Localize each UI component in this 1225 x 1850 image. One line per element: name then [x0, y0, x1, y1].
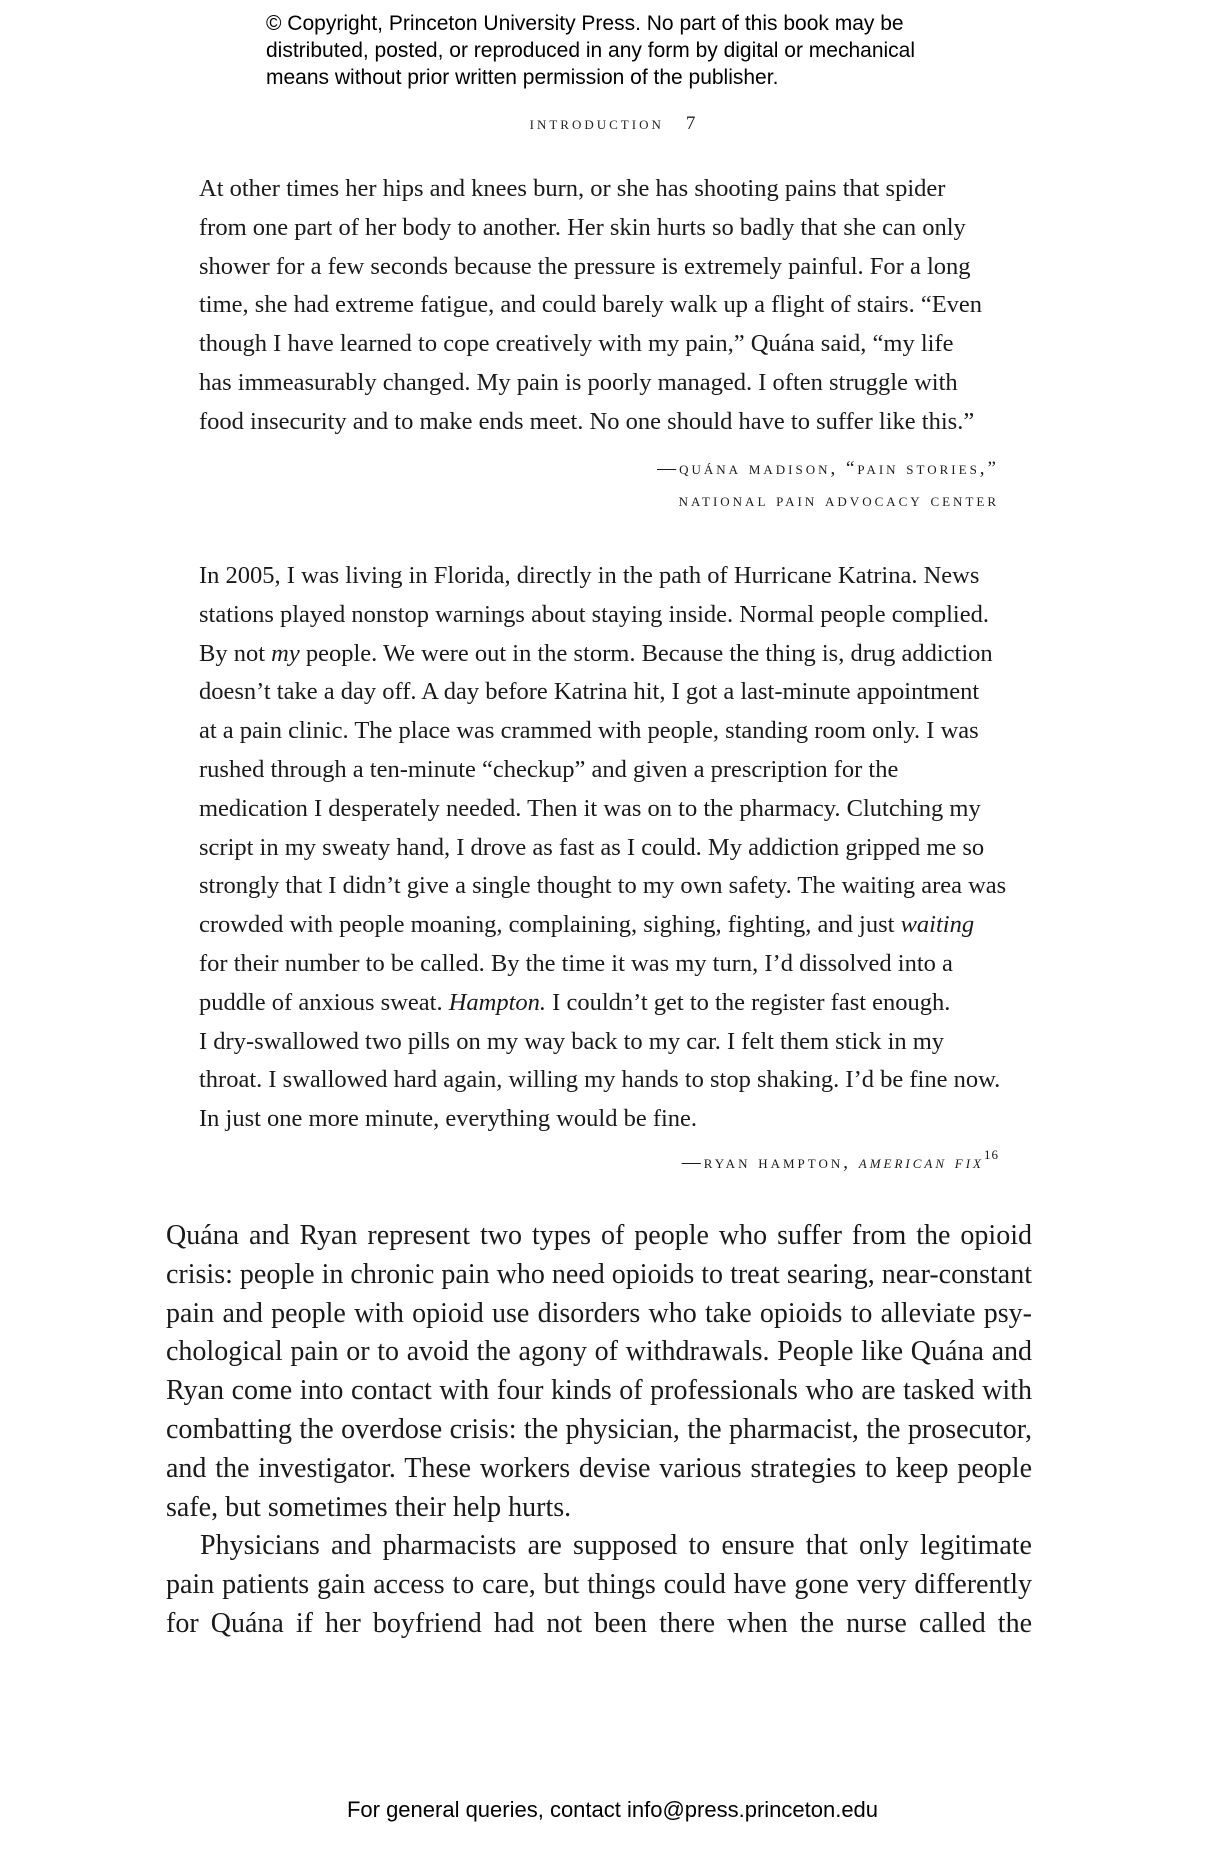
running-head	[0, 113, 1225, 135]
extract-line: stations played nonstop warnings about staying inside. Normal people complied.	[199, 600, 989, 628]
extract-line: though I have learned to cope creatively with my pain,” Quána said, “my life	[199, 330, 954, 358]
extract-line: from one part of her body to another. Her skin hurts so badly that she can only	[199, 213, 966, 241]
attribution-book-title: american fix	[858, 1152, 984, 1173]
body-line: safe, but sometimes their help hurts.	[166, 1491, 572, 1523]
body-line: Quána and Ryan represent two types of people who suffer from the opioid	[166, 1220, 1032, 1251]
extract-line: shower for a few seconds because the pressure is extremely painful. For a long	[199, 252, 971, 280]
extract-line: rushed through a ten-minute “checkup” and given a prescription for the	[199, 755, 899, 783]
extract-line: at a pain clinic. The place was crammed with people, standing room only. I was	[199, 717, 979, 745]
copyright-line: means without prior written permission of the publisher.	[266, 66, 779, 89]
body-line: combatting the overdose crisis: the physician, the pharmacist, the prosecutor,	[166, 1413, 1032, 1445]
extract-line: time, she had extreme fatigue, and could barely walk up a flight of stairs. “Even	[199, 291, 983, 319]
extract-line: In 2005, I was living in Florida, directly in the path of Hurricane Katrina. News	[199, 562, 980, 589]
extract-line: By not my people. We were out in the storm. Because the thing is, drug addiction	[199, 639, 993, 667]
attribution-quana	[657, 453, 999, 517]
extract-ryan	[199, 557, 1009, 1139]
extract-line: In just one more minute, everything would be fine.	[199, 1105, 698, 1133]
footnote-marker: 16	[984, 1147, 999, 1162]
emphasis: Hampton.	[448, 988, 547, 1016]
attribution-line: —quána madison, “pain stories,”	[657, 458, 999, 479]
body-line: and the investigator. These workers devise various strategies to keep people	[166, 1452, 1032, 1484]
footer-contact: For general queries, contact info@press.princeton.edu	[346, 1797, 879, 1822]
body-line: chological pain or to avoid the agony of withdrawals. People like Quána and	[166, 1336, 1032, 1368]
extract-line: has immeasurably changed. My pain is poorly managed. I often struggle with	[199, 368, 958, 396]
extract-quana	[199, 170, 1009, 442]
body-line: pain and people with opioid use disorders who take opioids to alleviate psy-	[166, 1297, 1032, 1329]
body-line: pain patients gain access to care, but things could have gone very differently	[166, 1569, 1032, 1601]
page-number: 7	[685, 113, 696, 134]
body-text	[166, 1217, 1032, 1644]
extract-line: medication I desperately needed. Then it was on to the pharmacy. Clutching my	[199, 794, 981, 822]
emphasis: waiting	[900, 911, 975, 939]
body-line: Physicians and pharmacists are supposed to ensure that only legitimate	[200, 1530, 1032, 1562]
copyright-notice	[266, 10, 986, 91]
copyright-line: distributed, posted, or reproduced in any form by digital or mechanical	[266, 39, 916, 62]
body-line: Ryan come into contact with four kinds of professionals who are tasked with	[166, 1375, 1032, 1407]
running-head-section: introduction	[529, 113, 664, 134]
extract-line: throat. I swallowed hard again, willing my hands to stop shaking. I’d be fine now.	[199, 1066, 1001, 1094]
body-line: for Quána if her boyfriend had not been there when the nurse called the	[166, 1607, 1032, 1639]
body-line: crisis: people in chronic pain who need opioids to treat searing, near-constant	[166, 1258, 1032, 1290]
extract-line: I dry-swallowed two pills on my way back to my car. I felt them stick in my	[199, 1027, 945, 1055]
extract-paragraph	[199, 170, 1009, 442]
extract-line: strongly that I didn’t give a single thought to my own safety. The waiting area was	[199, 872, 1007, 900]
extract-line: crowded with people moaning, complaining, sighing, fighting, and just waiting	[199, 911, 975, 939]
attribution-line: national pain advocacy center	[678, 490, 999, 511]
emphasis: my	[271, 639, 300, 667]
extract-line: script in my sweaty hand, I drove as fast as I could. My addiction gripped me so	[199, 833, 985, 861]
extract-line: doesn’t take a day off. A day before Katrina hit, I got a last-minute appointment	[199, 678, 980, 706]
body-paragraph	[166, 1527, 1032, 1643]
copyright-line: © Copyright, Princeton University Press. No part of this book may be	[266, 12, 904, 35]
extract-line: for their number to be called. By the time it was my turn, I’d dissolved into a	[199, 949, 953, 977]
attribution-author: —ryan hampton,	[681, 1152, 859, 1173]
extract-line: food insecurity and to make ends meet. No one should have to suffer like this.”	[199, 407, 975, 435]
attribution-ryan	[682, 1147, 999, 1179]
extract-line: At other times her hips and knees burn, or she has shooting pains that spider	[199, 175, 946, 202]
extract-paragraph	[199, 557, 1009, 1139]
body-paragraph	[166, 1217, 1032, 1527]
extract-line: puddle of anxious sweat. Hampton. I couldn’t get to the register fast enough.	[199, 988, 951, 1016]
